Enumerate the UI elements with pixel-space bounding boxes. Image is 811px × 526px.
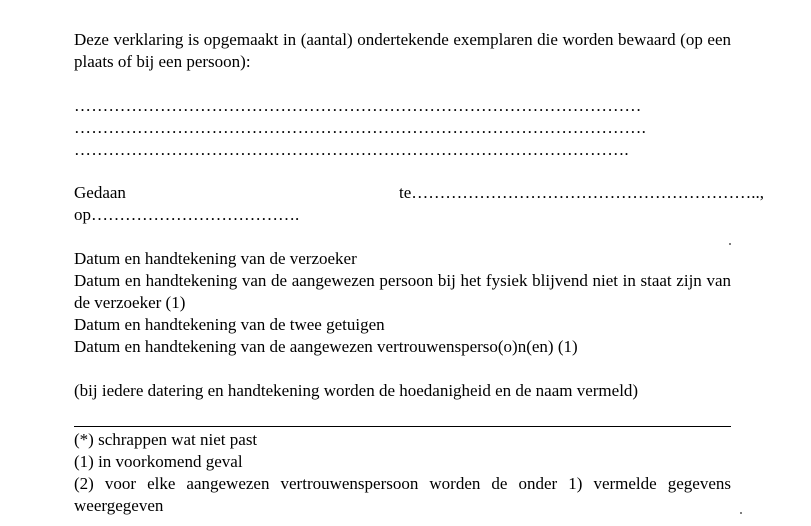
footnote-2-text: (2) voor elke aangewezen vertrouwenspersoon worden de onder 1) vermelde gegevens weergegeven	[74, 474, 731, 515]
intro-text: Deze verklaring is opgemaakt in (aantal) ondertekende exemplaren die worden bewaard (op een plaats of bij een persoon):	[74, 30, 731, 71]
signature-list	[74, 248, 731, 358]
gedaan-label: Gedaan	[74, 183, 126, 202]
footnote-divider	[74, 426, 731, 427]
op-row	[74, 204, 731, 226]
footnote-1: (1) in voorkomend geval	[74, 452, 243, 471]
scan-speck	[729, 243, 731, 245]
signature-line-vertrouwenspersonen: Datum en handtekening van de aangewezen vertrouwensperso(o)n(en) (1)	[74, 337, 578, 356]
signature-line-getuigen: Datum en handtekening van de twee getuigen	[74, 315, 385, 334]
footnote-2	[74, 473, 731, 517]
signature-line-verzoeker: Datum en handtekening van de verzoeker	[74, 249, 357, 268]
signature-line-aangewezen-persoon	[74, 270, 731, 314]
note-text: (bij iedere datering en handtekening worden de hoedanigheid en de naam vermeld)	[74, 381, 639, 400]
te-place-field: te……………………………………………………..,	[399, 183, 765, 202]
gedaan-row	[74, 182, 765, 204]
footnote-asterisk: (*) schrappen wat niet past	[74, 430, 258, 449]
footnotes	[74, 429, 731, 517]
op-date-field: op……………………………….	[74, 205, 300, 224]
intro-paragraph	[74, 29, 731, 73]
signature-line-aangewezen-persoon-text: Datum en handtekening van de aangewezen persoon bij het fysiek blijvend niet in staat zijn van de verzoeker (1)	[74, 271, 731, 312]
note-paragraph	[74, 380, 731, 402]
storage-lines	[74, 95, 731, 161]
storage-line-1: ………………………………………………………………………………………	[74, 96, 642, 115]
storage-line-3: …………………………………………………………………………………….	[74, 140, 629, 159]
document-page	[74, 0, 765, 526]
storage-line-2: ……………………………………………………………………………………….	[74, 118, 647, 137]
scan-speck	[740, 512, 742, 514]
